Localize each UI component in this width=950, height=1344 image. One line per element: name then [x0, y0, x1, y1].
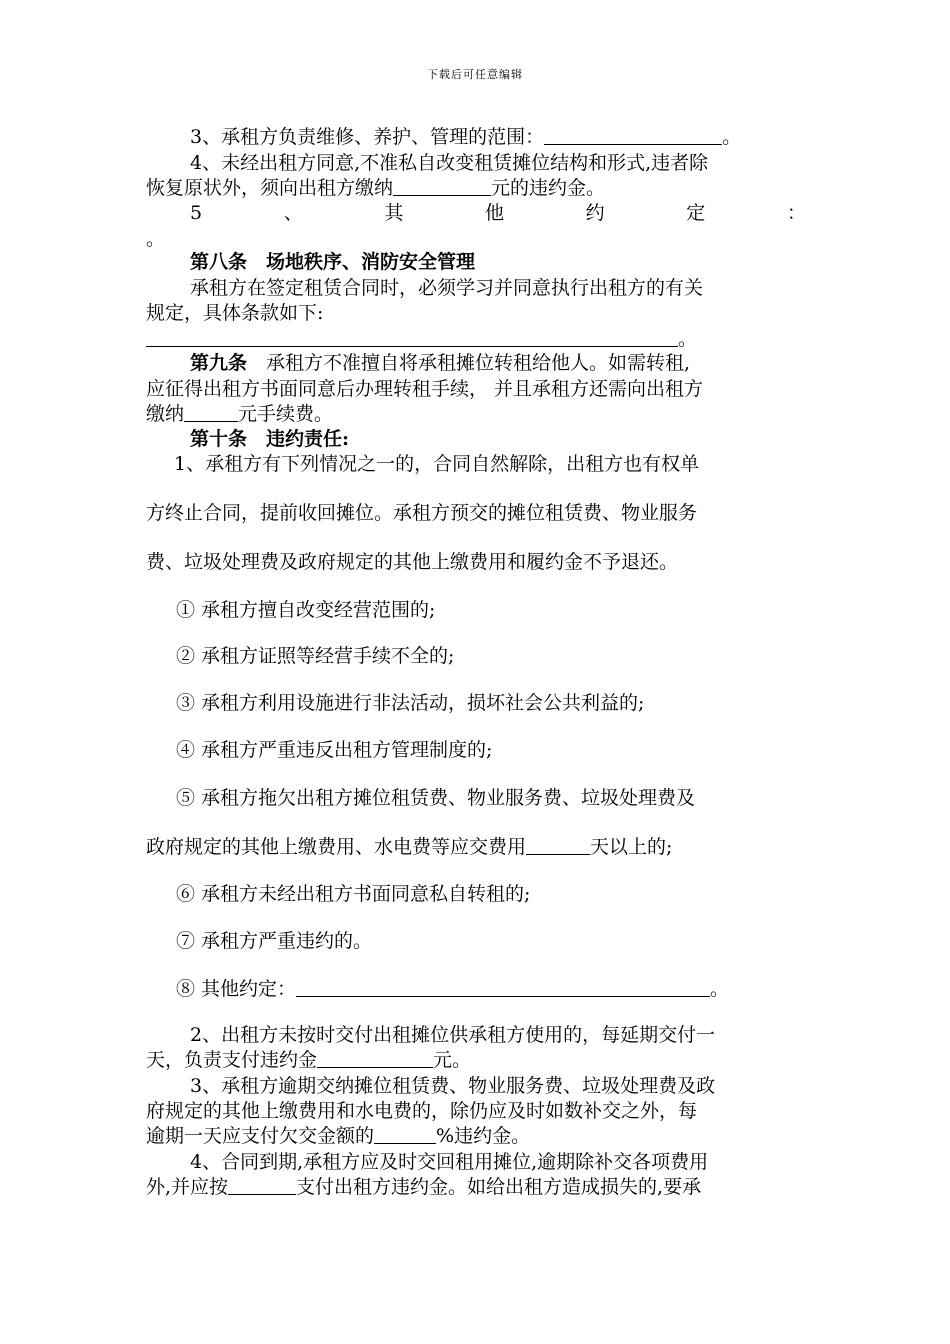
article-10-3-cont: 府规定的其他上缴费用和水电费的，除仍应及时如数补交之外，每	[146, 1100, 698, 1122]
article-10-1-cont2: 费、垃圾处理费及政府规定的其他上缴费用和履约金不予退还。	[146, 551, 679, 573]
case-2: ② 承租方证照等经营手续不全的;	[176, 645, 455, 667]
case-6: ⑥ 承租方未经出租方书面同意私自转租的;	[176, 883, 531, 905]
clause-7-4: 4、未经出租方同意,不准私自改变租赁摊位结构和形式,违者除	[190, 152, 709, 174]
blank-line	[526, 836, 590, 855]
article-8-title: 第八条 场地秩序、消防安全管理	[190, 251, 476, 273]
case-3: ③ 承租方利用设施进行非法活动，损坏社会公共利益的;	[176, 692, 645, 714]
article-8-blank: 。	[146, 327, 806, 351]
article-10-3: 3、承租方逾期交纳摊位租赁费、物业服务费、垃圾处理费及政	[190, 1075, 716, 1097]
article-8-text-cont: 规定，具体条款如下:	[146, 302, 324, 324]
article-10-1: 1、承租方有下列情况之一的，合同自然解除，出租方也有权单	[174, 453, 700, 475]
article-10-4: 4、合同到期,承租方应及时交回租用摊位,逾期除补交各项费用	[190, 1151, 709, 1173]
clause-7-5: 5 、 其 他 约 定 ：	[190, 202, 806, 224]
article-10-1-cont: 方终止合同，提前收回摊位。承租方预交的摊位租赁费、物业服务	[146, 502, 698, 524]
case-8: ⑧ 其他约定： 。	[176, 978, 730, 1000]
clause-7-4-cont: 恢复原状外，须向出租方缴纳 元的违约金。	[146, 177, 606, 199]
blank-line	[228, 1176, 296, 1195]
article-9-cont: 应征得出租方书面同意后办理转租手续， 并且承租方还需向出租方	[146, 378, 704, 400]
article-9-fee: 缴纳 元手续费。	[146, 403, 334, 425]
page-header: 下载后可任意编辑	[427, 68, 523, 81]
blank-line	[374, 1125, 436, 1144]
case-5: ⑤ 承租方拖欠出租方摊位租赁费、物业服务费、垃圾处理费及	[176, 787, 696, 809]
article-9: 第九条 承租方不准擅自将承租摊位转租给他人。如需转租,	[190, 352, 691, 374]
clause-7-3: 3、承租方负责维修、养护、管理的范围： 。	[190, 126, 742, 148]
article-8-text: 承租方在签定租赁合同时，必须学习并同意执行出租方的有关	[190, 277, 704, 299]
article-10-4-cont: 外,并应按 支付出租方违约金。如给出租方造成损失的,要承	[146, 1176, 702, 1198]
blank-line	[296, 978, 710, 997]
article-10-title: 第十条 违约责任:	[190, 428, 350, 450]
blank-line	[146, 328, 678, 347]
clause-7-5-end: 。	[146, 228, 166, 250]
blank-line	[317, 1049, 433, 1068]
case-4: ④ 承租方严重违反出租方管理制度的;	[176, 739, 493, 761]
case-1: ① 承租方擅自改变经营范围的;	[176, 599, 436, 621]
article-10-2-cont: 天，负责支付违约金 元。	[146, 1049, 472, 1071]
case-5-cont: 政府规定的其他上缴费用、水电费等应交费用 天以上的;	[146, 836, 673, 858]
blank-line	[393, 177, 491, 196]
blank-line	[184, 403, 238, 422]
blank-line	[544, 126, 722, 145]
article-10-2: 2、出租方未按时交付出租摊位供承租方使用的，每延期交付一	[190, 1024, 716, 1046]
case-7: ⑦ 承租方严重违约的。	[176, 930, 373, 952]
article-10-3-cont2: 逾期一天应支付欠交金额的 %违约金。	[146, 1125, 531, 1147]
